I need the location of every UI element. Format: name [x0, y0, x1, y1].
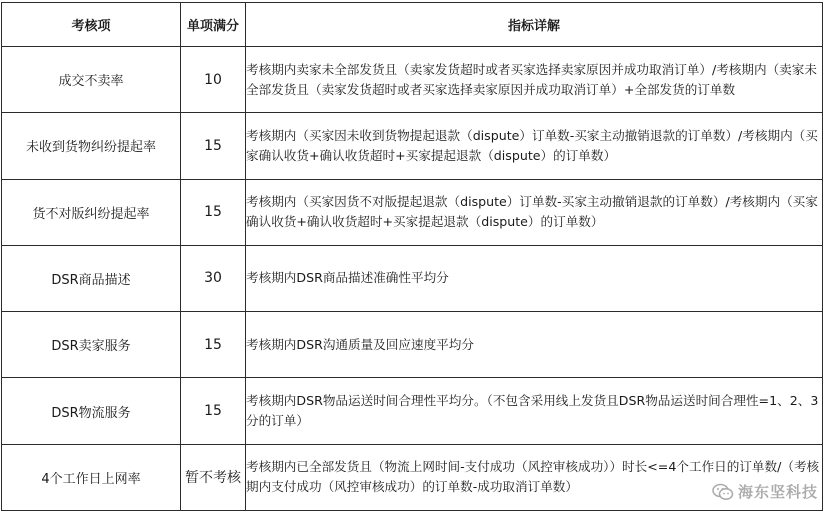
- item-detail: 考核期内DSR沟通质量及回应速度平均分: [246, 312, 823, 378]
- metrics-table: [1, 2, 823, 511]
- item-name: 未收到货物纠纷提起率: [2, 113, 181, 179]
- table-row: [2, 444, 823, 510]
- table-row: [2, 245, 823, 311]
- item-name: 成交不卖率: [2, 47, 181, 113]
- header-score: 单项满分: [181, 3, 246, 47]
- watermark: [712, 482, 818, 502]
- item-name: 4个工作日上网率: [2, 444, 181, 510]
- item-name: DSR物流服务: [2, 378, 181, 444]
- item-score: 15: [181, 378, 246, 444]
- item-detail: 考核期内（买家因货不对版提起退款（dispute）订单数-买家主动撤销退款的订单数）/考核期内（买家确认收货+确认收货超时+买家提起退款（dispute）的订单数）: [246, 179, 823, 245]
- item-score: 10: [181, 47, 246, 113]
- item-detail: 考核期内DSR物品运送时间合理性平均分。（不包含采用线上发货且DSR物品运送时间合理性=1、2、3分的订单）: [246, 378, 823, 444]
- header-item: 考核项: [2, 3, 181, 47]
- header-row: [2, 3, 823, 47]
- watermark-text: 海东坚科技: [737, 483, 818, 501]
- table-row: [2, 113, 823, 179]
- wechat-icon: [712, 483, 734, 501]
- item-score: 15: [181, 113, 246, 179]
- table-row: [2, 312, 823, 378]
- item-name: 货不对版纠纷提起率: [2, 179, 181, 245]
- item-score: 30: [181, 245, 246, 311]
- item-detail: [246, 444, 823, 510]
- item-detail: 考核期内卖家未全部发货且（卖家发货超时或者买家选择卖家原因并成功取消订单）/考核期内（卖家未全部发货且（卖家发货超时或者买家选择卖家原因并成功取消订单）+全部发货的订单数: [246, 47, 823, 113]
- item-detail: 考核期内（买家因未收到货物提起退款（dispute）订单数-买家主动撤销退款的订单数）/考核期内（买家确认收货+确认收货超时+买家提起退款（dispute）的订单数）: [246, 113, 823, 179]
- table-row: [2, 378, 823, 444]
- item-name: DSR卖家服务: [2, 312, 181, 378]
- item-score: 15: [181, 179, 246, 245]
- item-score: 15: [181, 312, 246, 378]
- table-row: [2, 179, 823, 245]
- item-detail-text: 考核期内已全部发货且（物流上网时间-支付成功（风控审核成功））时长<=4个工作日的订单数/（考核期内支付成功（风控审核成功）的订单数-成功取消订单数）: [246, 459, 820, 495]
- table-row: [2, 47, 823, 113]
- item-score: 暂不考核: [181, 444, 246, 510]
- item-name: DSR商品描述: [2, 245, 181, 311]
- item-detail: 考核期内DSR商品描述准确性平均分: [246, 245, 823, 311]
- header-detail: 指标详解: [246, 3, 823, 47]
